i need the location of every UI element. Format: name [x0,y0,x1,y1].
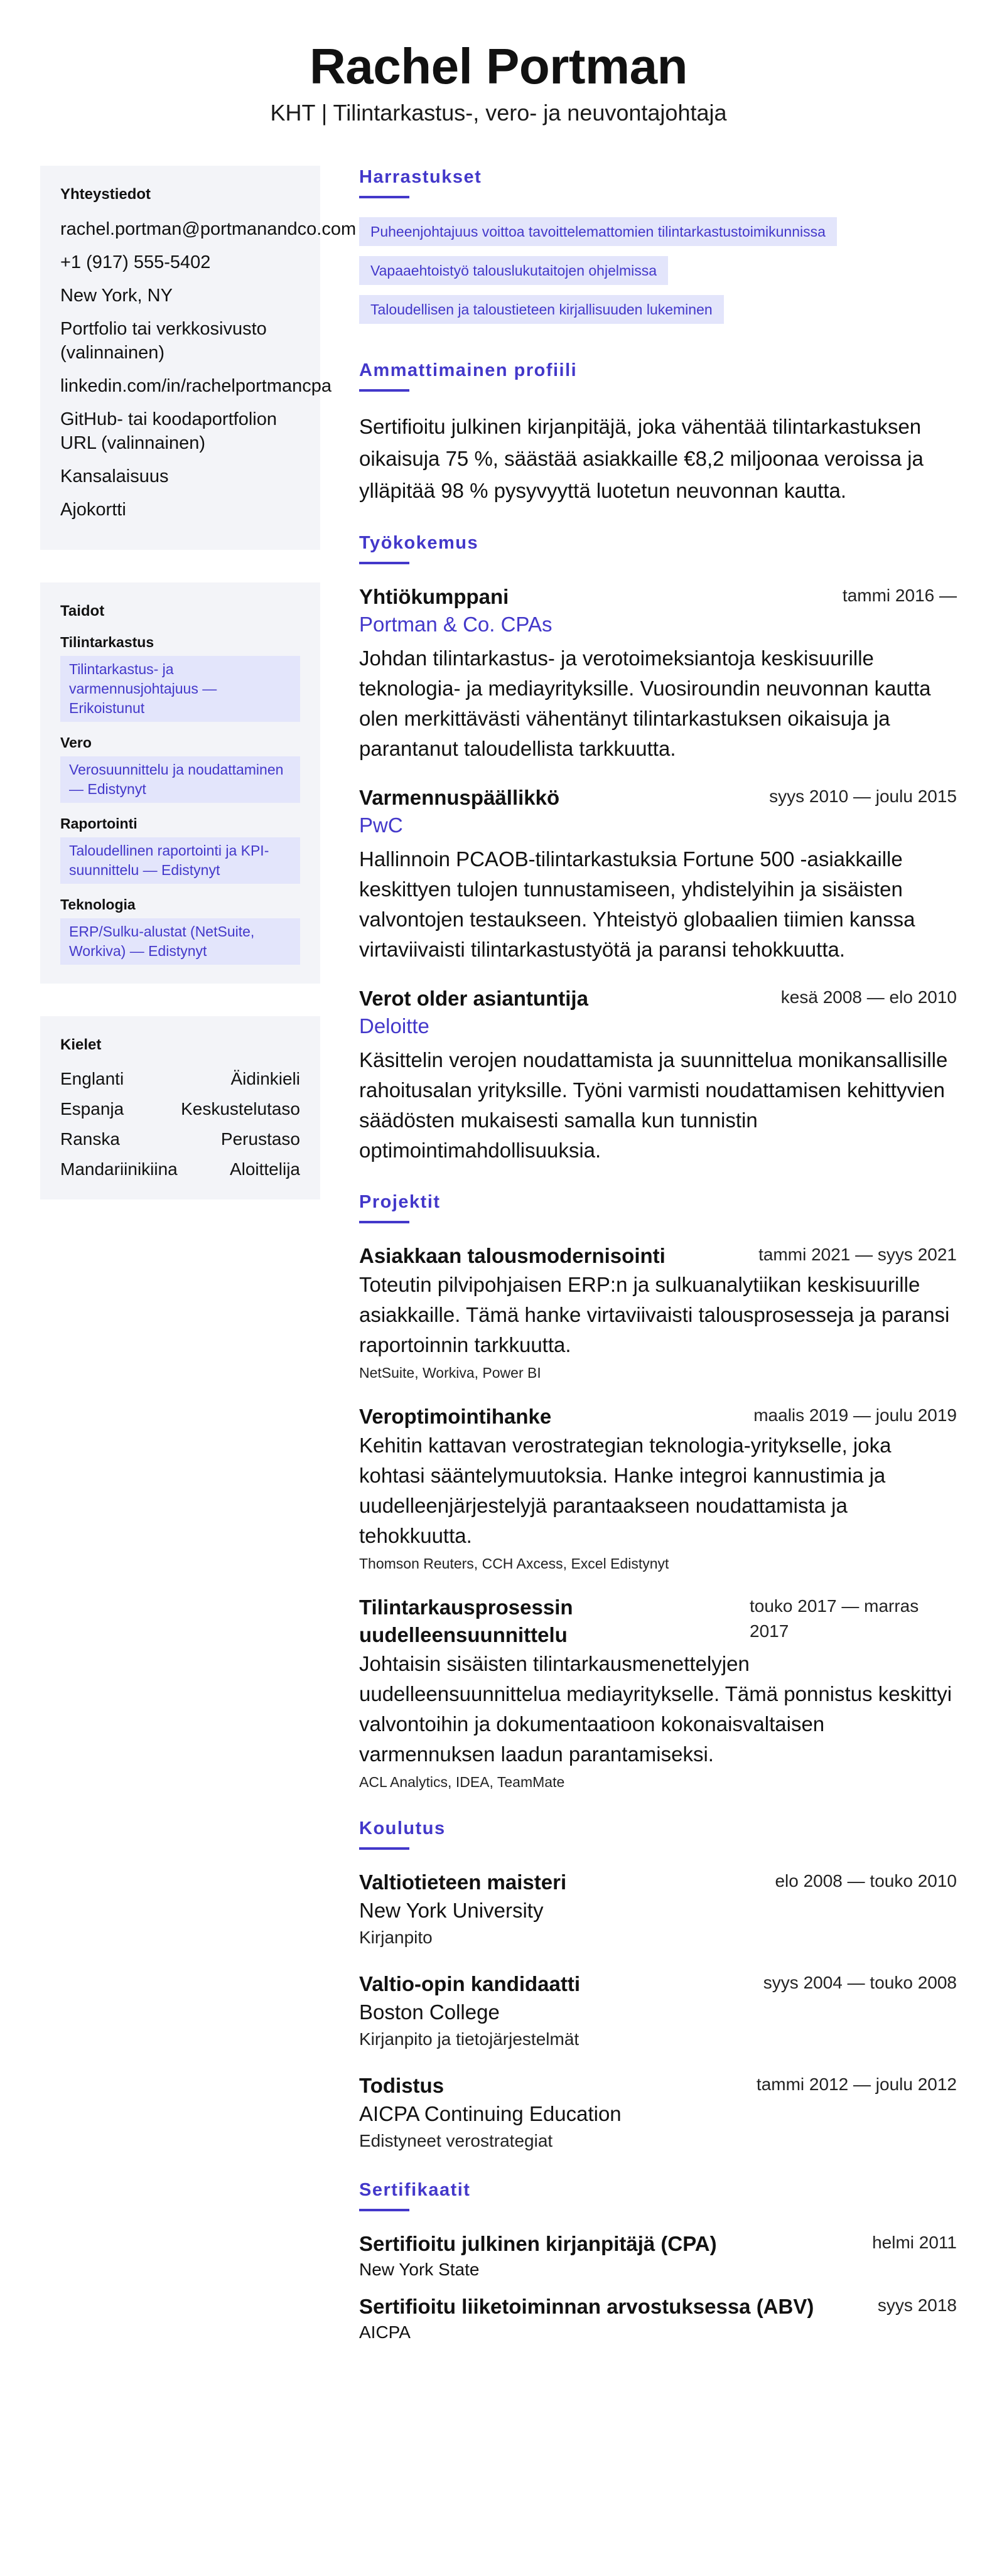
education-date: tammi 2012 — joulu 2012 [756,2074,957,2094]
hobby-tag: Puheenjohtajuus voittoa tavoittelemattomien tilintarkastustoimikunnissa [359,217,837,246]
job-date: tammi 2016 — [842,586,957,605]
certification-org: AICPA [359,2322,411,2342]
section-divider [359,2209,409,2211]
contact-linkedin[interactable]: linkedin.com/in/rachelportmancpa [60,376,331,396]
project-title: Asiakkaan talousmodernisointi [359,1244,666,1267]
languages-title: Kielet [60,1036,102,1053]
contact-location: New York, NY [60,286,173,306]
hobby-tag: Taloudellisen ja taloustieteen kirjallisuuden lukeminen [359,295,724,324]
certification-org: New York State [359,2260,480,2279]
contact-license: Ajokortti [60,500,126,520]
section-title: Sertifikaatit [359,2180,471,2200]
job-description: Johdan tilintarkastus- ja verotoimeksiantoja keskisuurille teknologia- ja mediayrityksille. Vuosiroundin neuvonnan kautta olen merkittävästi vähentänyt tilintarkastuksen oikaisuja ja parantanut taloudellista tarkkuutta. [359,647,931,760]
profile-text: Sertifioitu julkinen kirjanpitäjä, joka vähentää tilintarkastuksen oikaisuja 75 %, säästää asiakkaille €8,2 miljoonaa veroissa ja ylläpitää 98 % pysyvyyttä luotetun neuvonnan kautta. [359,415,924,502]
project-description: Toteutin pilvipohjaisen ERP:n ja sulkuanalytiikan keskisuurille asiakkaille. Tämä hanke virtaviivaisti talousprosesseja ja paransi raportoinnin tarkkuutta. [359,1273,950,1356]
skill-tag: Taloudellinen raportointi ja KPI-suunnittelu — Edistynyt [60,837,300,884]
job-title: Yhtiökumppani [359,585,509,608]
job-description: Käsittelin verojen noudattamista ja suunnittelua monikansallisille rahoitusalan yrityksille. Työni varmisti noudattamisen kehittyvien säädösten mukaisesti samalla kun tunnistin optimointimahdollisuuksia. [359,1048,948,1162]
resume-header [0,0,997,128]
project-date: maalis 2019 — joulu 2019 [753,1405,957,1425]
skill-tag: Verosuunnittelu ja noudattaminen — Edistynyt [60,756,300,803]
language-row [60,1098,300,1120]
hobbies-section [359,166,957,334]
experience-entry [359,784,957,965]
language-level: Perustaso [220,1129,300,1149]
contact-citizenship: Kansalaisuus [60,466,169,486]
education-section [359,1817,957,2154]
certification-entry [359,2230,957,2282]
skill-category: Tilintarkastus [60,634,154,650]
school-name: AICPA Continuing Education [359,2102,622,2125]
project-title: Tilintarkausprosessin uudelleensuunnittelu [359,1596,573,1646]
language-row [60,1128,300,1151]
degree-title: Valtio-opin kandidaatti [359,1972,581,1995]
section-title: Projektit [359,1192,441,1212]
skill-tag: Tilintarkastus- ja varmennusjohtajuus — Erikoistunut [60,656,300,722]
education-entry [359,1970,957,2052]
section-title: Harrastukset [359,167,482,187]
experience-section [359,532,957,1166]
certification-date: helmi 2011 [872,2233,957,2252]
hobby-tag: Vapaaehtoistyö talouslukutaitojen ohjelmissa [359,256,668,285]
language-level: Keskustelutaso [181,1099,300,1119]
contact-email[interactable]: rachel.portman@portmanandco.com [60,219,357,239]
section-divider [359,562,409,564]
certification-name: Sertifioitu liiketoiminnan arvostuksessa (ABV) [359,2295,814,2318]
candidate-name: Rachel Portman [309,38,688,94]
study-field: Edistyneet verostrategiat [359,2131,553,2150]
contact-website[interactable]: Portfolio tai verkkosivusto (valinnainen) [60,319,267,363]
skills-title: Taidot [60,603,105,620]
language-level: Äidinkieli [230,1069,300,1088]
certification-date: syys 2018 [877,2295,957,2315]
sidebar [40,166,357,1232]
job-description: Hallinnoin PCAOB-tilintarkastuksia Fortune 500 -asiakkaille keskittyen tulojen tunnustamiseen, yhdistelyihin ja sisäisten valvontojen testaukseen. Yhteistyö globaalien tiimien kanssa virtaviivaisti tilintarkastustyötä ja paransi tehokkuutta. [359,847,915,961]
project-title: Veroptimointihanke [359,1405,552,1428]
language-name: Englanti [60,1069,124,1088]
company-name: Portman & Co. CPAs [359,613,552,636]
language-name: Espanja [60,1099,124,1119]
certification-name: Sertifioitu julkinen kirjanpitäjä (CPA) [359,2232,717,2255]
job-date: syys 2010 — joulu 2015 [769,786,957,806]
section-title: Työkokemus [359,533,479,553]
certification-entry [359,2293,957,2344]
section-title: Ammattimainen profiili [359,360,578,380]
skill-category: Teknologia [60,896,136,913]
education-entry [359,1869,957,1950]
project-tech: ACL Analytics, IDEA, TeamMate [359,1774,565,1790]
skill-tag: ERP/Sulku-alustat (NetSuite, Workiva) — Edistynyt [60,918,300,965]
project-description: Kehitin kattavan verostrategian teknologia-yritykselle, joka kohtasi sääntelymuutoksia. Hanke integroi kannustimia ja uudelleenjärjestelyjä parantaakseen noudattamista ja tehokkuutta. [359,1434,892,1547]
section-divider [359,1847,409,1850]
job-title: Verot older asiantuntija [359,987,588,1010]
study-field: Kirjanpito ja tietojärjestelmät [359,2029,579,2049]
projects-section [359,1191,957,1792]
company-name: PwC [359,813,403,837]
experience-entry [359,583,957,764]
project-entry [359,1242,957,1383]
section-divider [359,389,409,392]
certifications-section [359,2179,957,2344]
project-date: tammi 2021 — syys 2021 [758,1245,957,1264]
study-field: Kirjanpito [359,1928,433,1947]
experience-entry [359,985,957,1166]
language-name: Ranska [60,1129,120,1149]
contact-phone[interactable]: +1 (917) 555-5402 [60,252,211,272]
project-description: Johtaisin sisäisten tilintarkausmenettelyjen uudelleensuunnittelua mediayritykselle. Tämä ponnistus keskittyi valvontoihin ja dokumentaatioon kokonaisvaltaisen varmennuksen laadun parantamiseksi. [359,1652,952,1766]
language-level: Aloittelija [229,1159,300,1179]
degree-title: Todistus [359,2074,445,2097]
school-name: New York University [359,1899,544,1922]
section-divider [359,1221,409,1223]
project-tech: Thomson Reuters, CCH Axcess, Excel Edistynyt [359,1555,669,1572]
education-entry [359,2072,957,2154]
degree-title: Valtiotieteen maisteri [359,1870,567,1894]
contact-title: Yhteystiedot [60,186,151,203]
skill-category: Vero [60,734,92,751]
profile-section [359,359,957,507]
language-row [60,1158,300,1181]
project-tech: NetSuite, Workiva, Power BI [359,1365,541,1381]
section-divider [359,196,409,198]
job-date: kesä 2008 — elo 2010 [780,987,957,1007]
skill-category: Raportointi [60,815,137,832]
candidate-headline: KHT | Tilintarkastus-, vero- ja neuvontajohtaja [270,100,727,126]
contact-box [40,166,357,550]
languages-box [40,1016,320,1199]
skills-box [40,582,320,984]
language-name: Mandariinikiina [60,1159,178,1179]
main-content [359,166,957,2369]
education-date: syys 2004 — touko 2008 [763,1973,957,1992]
section-title: Koulutus [359,1818,446,1838]
project-entry [359,1403,957,1574]
job-title: Varmennuspäällikkö [359,786,560,809]
project-date: touko 2017 — marras 2017 [750,1596,919,1641]
project-entry [359,1594,957,1792]
company-name: Deloitte [359,1014,429,1038]
education-date: elo 2008 — touko 2010 [775,1871,957,1891]
school-name: Boston College [359,2000,500,2024]
contact-github[interactable]: GitHub- tai koodaportfolion URL (valinnainen) [60,409,277,453]
language-row [60,1068,300,1090]
